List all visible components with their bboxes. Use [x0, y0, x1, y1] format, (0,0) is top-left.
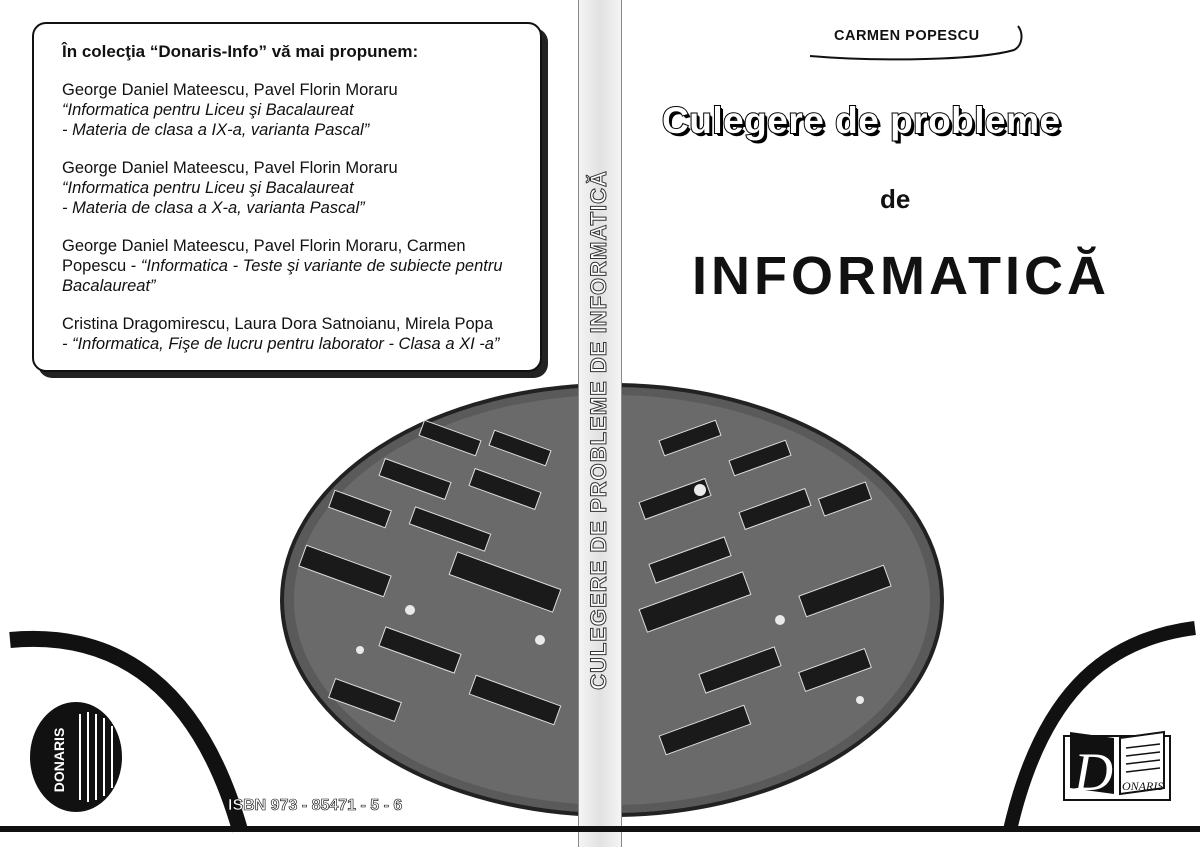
- donaris-logo-text: DONARIS: [51, 727, 67, 793]
- donaris-book-logo: [1062, 728, 1172, 803]
- book-title-line2: de: [880, 184, 911, 214]
- author-name: CARMEN POPESCU: [834, 28, 980, 44]
- book-title-line: “Informatica pentru Liceu şi Bacalaureat: [62, 101, 354, 119]
- book-title-line: Bacalaureat”: [62, 277, 156, 295]
- collection-heading: În colecţia “Donaris-Info” vă mai propunem:: [62, 42, 419, 61]
- book-title-line: - “Informatica, Fişe de lucru pentru laborator - Clasa a XI -a”: [62, 335, 500, 353]
- book-title-line: “Informatica - Teste şi variante de subiecte pentru: [140, 257, 503, 275]
- book-title-line: “Informatica pentru Liceu şi Bacalaureat: [62, 179, 354, 197]
- spine-title: CULEGERE DE PROBLEME DE INFORMATICĂ: [586, 170, 611, 690]
- book-authors: George Daniel Mateescu, Pavel Florin Moraru: [62, 159, 398, 177]
- donaris-logo-text: ONARIS: [1122, 779, 1164, 793]
- author-underline-swoosh: [800, 22, 1030, 62]
- book-title-line3: INFORMATICĂ: [692, 246, 1110, 306]
- book-authors: George Daniel Mateescu, Pavel Florin Moraru: [62, 81, 398, 99]
- book-title-line: - Materia de clasa a IX-a, varianta Pascal”: [62, 121, 370, 139]
- donaris-logo-letter: D: [1074, 742, 1113, 802]
- book-authors: Popescu -: [62, 257, 141, 275]
- book-title-line: - Materia de clasa a X-a, varianta Pascal”: [62, 199, 365, 217]
- isbn-number: ISBN 973 - 85471 - 5 - 6: [228, 797, 403, 814]
- bottom-border: [0, 826, 1200, 832]
- book-title-line1: Culegere de probleme: [662, 100, 1061, 141]
- book-authors: Cristina Dragomirescu, Laura Dora Satnoianu, Mirela Popa: [62, 315, 494, 333]
- donaris-logo: [28, 700, 124, 815]
- book-authors: George Daniel Mateescu, Pavel Florin Moraru, Carmen: [62, 237, 466, 255]
